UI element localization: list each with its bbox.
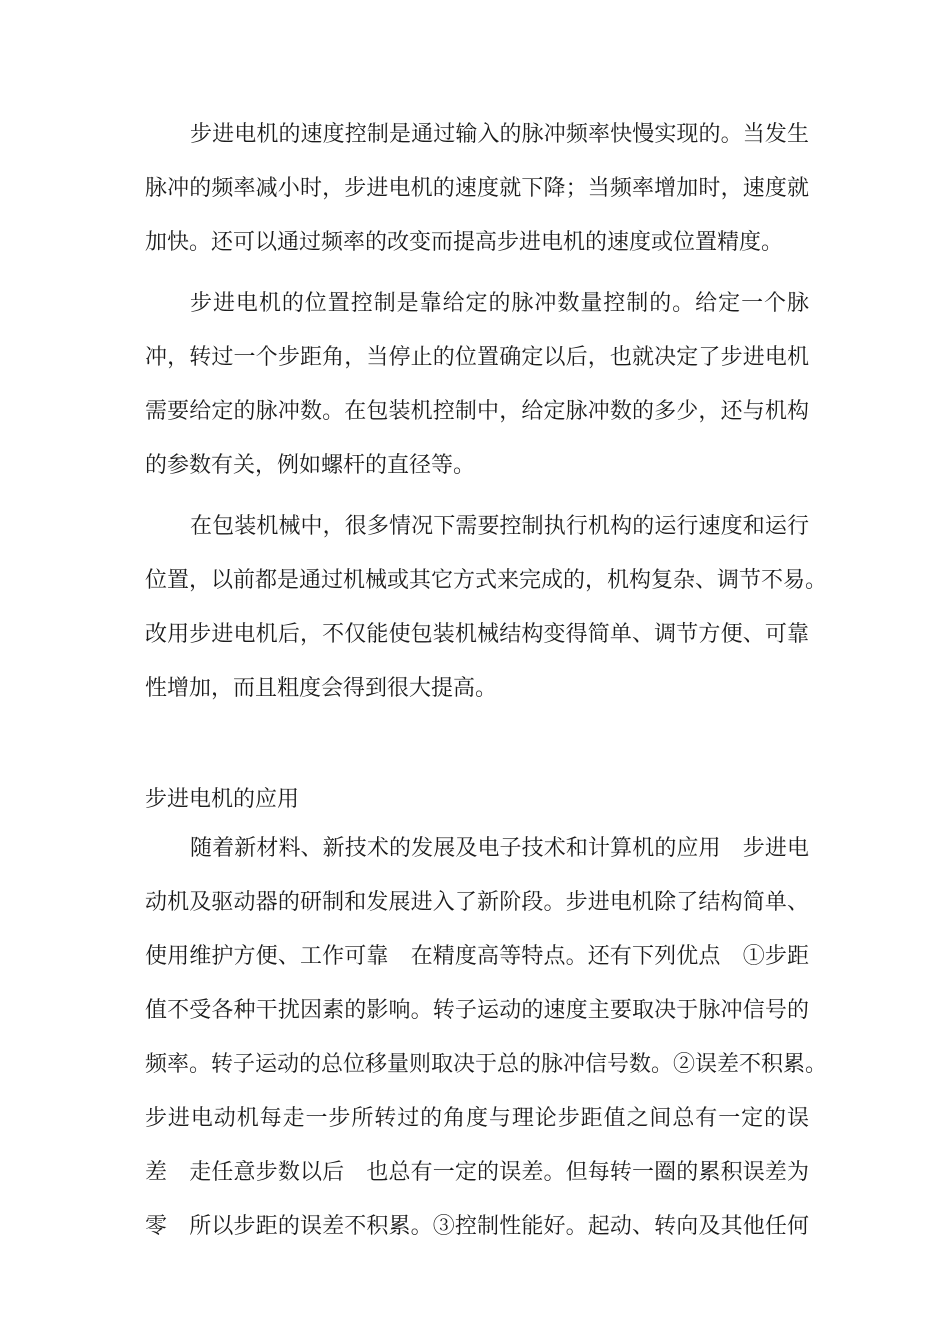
- text-line: 需要给定的脉冲数。在包装机控制中，给定脉冲数的多少，还与机构: [145, 399, 809, 424]
- text-line: 动机及驱动器的研制和发展进入了新阶段。步进电机除了结构简单、: [145, 890, 809, 915]
- text-line: 脉冲的频率减小时，步进电机的速度就下降；当频率增加时，速度就: [145, 176, 809, 201]
- text-line: 在包装机械中，很多情况下需要控制执行机构的运行速度和运行: [190, 514, 809, 539]
- section-heading: 步进电机的应用: [145, 787, 300, 812]
- text-line: 使用维护方便、工作可靠 在精度高等特点。还有下列优点 ①步距: [145, 944, 809, 969]
- text-line: 的参数有关，例如螺杆的直径等。: [145, 453, 476, 478]
- text-line: 步进电动机每走一步所转过的角度与理论步距值之间总有一定的误: [145, 1106, 809, 1131]
- text-line: 零 所以步距的误差不积累。③控制性能好。起动、转向及其他任何: [145, 1214, 809, 1239]
- text-line: 位置，以前都是通过机械或其它方式来完成的，机构复杂、调节不易。: [145, 568, 828, 593]
- text-line: 性增加，而且粗度会得到很大提高。: [145, 676, 498, 701]
- text-line: 加快。还可以通过频率的改变而提高步进电机的速度或位置精度。: [145, 230, 784, 255]
- text-line: 步进电机的速度控制是通过输入的脉冲频率快慢实现的。当发生: [190, 122, 809, 147]
- text-line: 频率。转子运动的总位移量则取决于总的脉冲信号数。②误差不积累。: [145, 1052, 828, 1077]
- text-line: 改用步进电机后，不仅能使包装机械结构变得简单、调节方便、可靠: [145, 622, 809, 647]
- text-line: 步进电机的位置控制是靠给定的脉冲数量控制的。给定一个脉: [190, 291, 809, 316]
- text-line: 随着新材料、新技术的发展及电子技术和计算机的应用 步进电: [190, 836, 809, 861]
- text-line: 冲，转过一个步距角，当停止的位置确定以后，也就决定了步进电机: [145, 345, 809, 370]
- text-line: 差 走任意步数以后 也总有一定的误差。但每转一圈的累积误差为: [145, 1160, 809, 1185]
- text-line: 值不受各种干扰因素的影响。转子运动的速度主要取决于脉冲信号的: [145, 998, 809, 1023]
